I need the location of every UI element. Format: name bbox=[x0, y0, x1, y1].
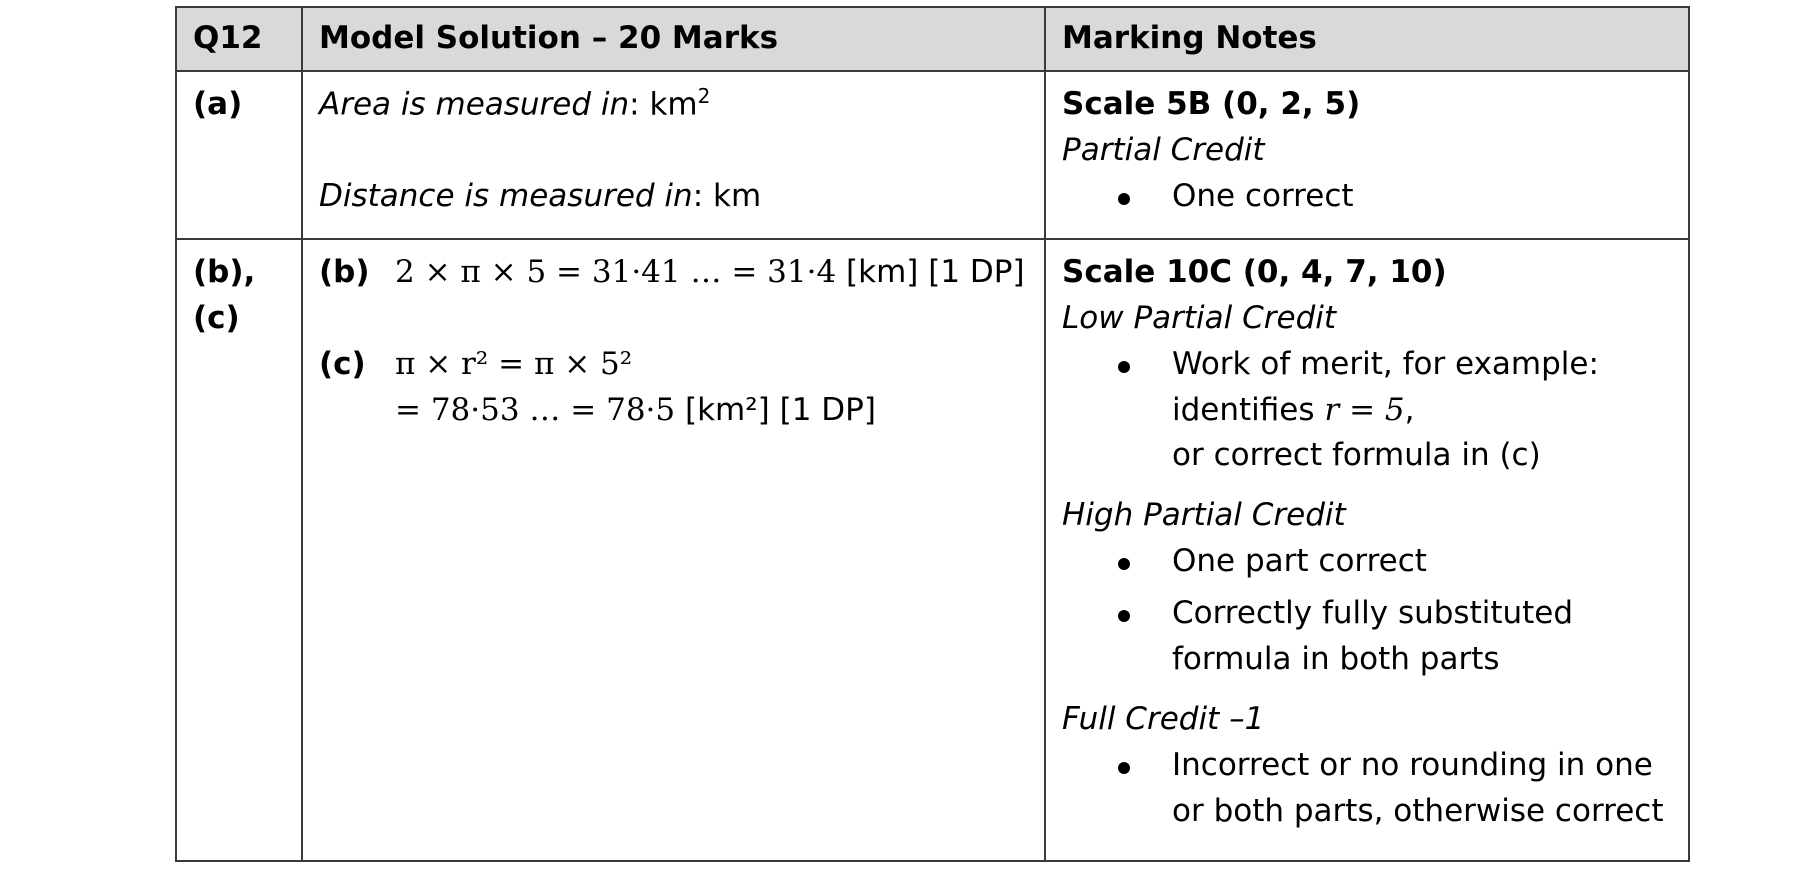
list-item: Correctly fully substituted formula in both parts bbox=[1112, 591, 1672, 683]
list-item: One correct bbox=[1112, 174, 1672, 220]
full-credit-title: Full Credit –1 bbox=[1062, 700, 1265, 737]
header-row bbox=[176, 7, 1689, 71]
part-label-a: (a) bbox=[176, 71, 302, 239]
partial-credit-list bbox=[1062, 174, 1672, 220]
partial-credit-title: Partial Credit bbox=[1062, 131, 1265, 168]
table-row-a bbox=[176, 71, 1689, 239]
distance-line: Distance is measured in: km bbox=[319, 178, 762, 215]
table-row-bc bbox=[176, 239, 1689, 861]
scale-bc: Scale 10C (0, 4, 7, 10) bbox=[1062, 253, 1447, 290]
model-solution-a bbox=[302, 71, 1045, 239]
high-partial-title: High Partial Credit bbox=[1062, 497, 1346, 534]
header-q: Q12 bbox=[176, 7, 302, 71]
high-partial-list bbox=[1062, 539, 1672, 683]
full-credit-list bbox=[1062, 743, 1672, 835]
scale-a: Scale 5B (0, 2, 5) bbox=[1062, 85, 1361, 122]
part-c-line-1: (c) π × r² = π × 5² bbox=[319, 345, 633, 382]
part-label-bc: (b), (c) bbox=[176, 239, 302, 861]
low-partial-title: Low Partial Credit bbox=[1062, 299, 1337, 336]
part-c-line-2: = 78·53 … = 78·5 [km²] [1 DP] bbox=[395, 391, 876, 428]
low-partial-list bbox=[1062, 342, 1672, 480]
area-line: Area is measured in: $km^2$ bbox=[319, 83, 711, 123]
list-item: Work of merit, for example: identifies r = 5, or correct formula in (c) bbox=[1112, 342, 1672, 480]
header-model-solution: Model Solution – 20 Marks bbox=[302, 7, 1045, 71]
marking-notes-a bbox=[1045, 71, 1689, 239]
marking-notes-bc bbox=[1045, 239, 1689, 861]
marking-scheme-table bbox=[175, 6, 1690, 862]
list-item: Incorrect or no rounding in one or both parts, otherwise correct bbox=[1112, 743, 1672, 835]
list-item: One part correct bbox=[1112, 539, 1672, 585]
header-marking-notes: Marking Notes bbox=[1045, 7, 1689, 71]
part-b-line: (b) 2 × π × 5 = 31·41 … = 31·4 [km] [1 DP] bbox=[319, 253, 1025, 290]
model-solution-bc bbox=[302, 239, 1045, 861]
